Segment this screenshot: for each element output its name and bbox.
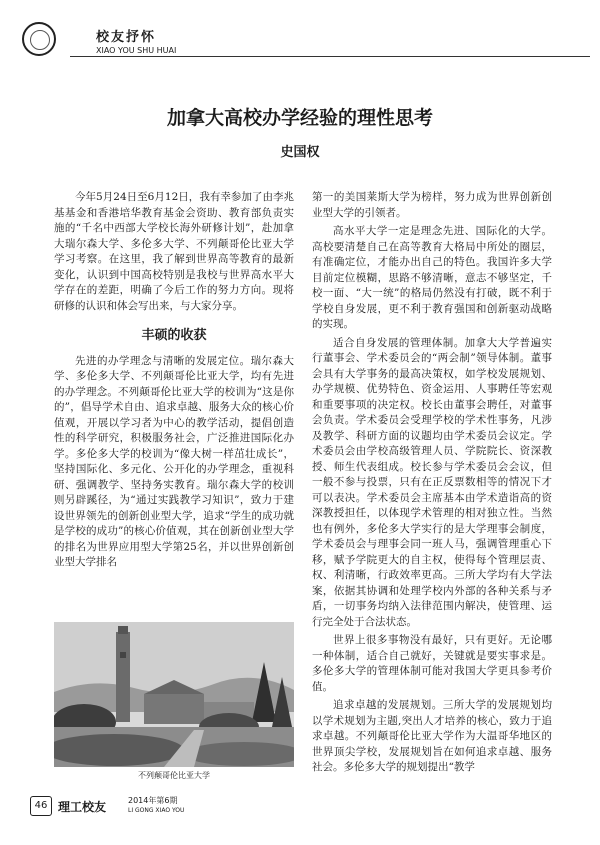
body-paragraph: 世界上很多事物没有最好，只有更好。无论哪一种体制，适合自己就好，关键就是要实事求是。多伦多大学的管理体制可能对我国大学更具参考价值。	[312, 634, 552, 693]
body-paragraph: 适合自身发展的管理体制。加拿大大学普遍实行董事会、学术委员会的“两会制”领导体制。董事会具有大学事务的最高决策权，如学校发展规划、办学规模、优势特色、资金运用、人事聘任等宏观和重要事项的决定权。校长由董事会聘任，对董事会负责。学术委员会受理学校的学术性事务，凡涉及教学、科研方面的议题均由学术委员会议定。学术委员会由学校高级管理人员、学院院长、资深教授、师生代表组成。校长参与学术委员会会议，但一般不参与投票，只有在正反票数相等的情况下才可以表决。学术委员会主席基本由学术造诣高的资深教授担任，以体现学术管理的相对独立性。当然也有例外，多伦多大学实行的是大学理事会制度，学术委员会与理事会同一班人马，强调管理重心下移，赋予学院更大的自主权，使得每个管理层责、权、利清晰，行政效率更高。三所大学均有大学法案，依据其协调和处理学校内外部的各种关系与矛盾，一切事务均纳入法律范围内解决，使管理、运行完全处于合法状态。	[312, 336, 552, 628]
page-header	[10, 12, 590, 62]
body-paragraph: 高水平大学一定是理念先进、国际化的大学。高校要清楚自己在高等教育大格局中所处的圈层，有准确定位，才能办出自己的特色。我国许多大学目前定位模糊，思路不够清晰，意志不够坚定，千校一面、“大一统”的格局仍然没有打破，既不利于学校自身发展，更不利于教育强国和创新驱动战略的实现。	[312, 225, 552, 330]
column-title-en: XIAO YOU SHU HUAI	[96, 46, 177, 55]
column-title: 校友抒怀	[96, 30, 157, 45]
intro-paragraph: 今年5月24日至6月12日，我有幸参加了由李兆基基金和香港培华教育基金会资助、教育部负责实施的“千名中西部大学校长海外研修计划”，赴加拿大瑞尔森大学、多伦多大学、不列颠哥伦比亚大学学习考察。在这里，我了解到世界高等教育的最新变化，认识到中国高校特别是我校与世界高水平大学存在的差距，明确了今后工作的努力方向。现将研修的认识和体会写出来，与大家分享。	[54, 191, 294, 312]
journal-name-en: LI GONG XIAO YOU	[128, 807, 185, 814]
right-column	[312, 190, 552, 779]
journal-issue: 2014年第6期	[128, 796, 178, 805]
page-footer	[30, 792, 570, 822]
photo-caption: 不列颠哥伦比亚大学	[138, 771, 210, 780]
body-paragraph: 追求卓越的发展规划。三所大学的发展规划均以学术规划为主题,突出人才培养的核心，致力于追求卓越。不列颠哥伦比亚大学作为大温哥华地区的世界顶尖学校，发展规划旨在如何追求卓越、服务社会。多伦多大学的规划提出“教学	[312, 699, 552, 773]
campus-photo	[54, 622, 294, 767]
article-author: 史国权	[280, 145, 320, 160]
body-paragraph: 先进的办学理念与清晰的发展定位。瑞尔森大学、多伦多大学、不列颠哥伦比亚大学，均有先进的办学理念。不列颠哥伦比亚大学的校训为“这是你的”，倡导学术自由、追求卓越、服务大众的核心价值观，开展以学习者为中心的教学活动，提倡创造性的科学研究，积极服务社会，广泛推进国际化办学。多伦多大学的校训为“像大树一样茁壮成长”，坚持国际化、多元化、公开化的办学理念，重视科研、强调教学、坚持务实教育。瑞尔森大学的校训则另辟蹊径，为“通过实践教学习知识”，致力于建设世界领先的创新创业型大学，追求“学生的成功就是学校的成功”的核心价值观，其在创新创业型大学的排名为世界应用型大学第25名，并以世界创新创业型大学排名	[54, 354, 294, 568]
page-number: 46	[30, 796, 52, 816]
journal-name: 理工校友	[58, 800, 107, 814]
header-rule	[70, 56, 590, 57]
article-title: 加拿大高校办学经验的理性思考	[166, 107, 433, 129]
university-seal-icon	[22, 22, 56, 56]
left-column	[54, 190, 294, 574]
section-heading: 丰硕的收获	[141, 328, 207, 343]
body-paragraph: 第一的美国莱斯大学为榜样，努力成为世界创新创业型大学的引领者。	[312, 191, 552, 219]
